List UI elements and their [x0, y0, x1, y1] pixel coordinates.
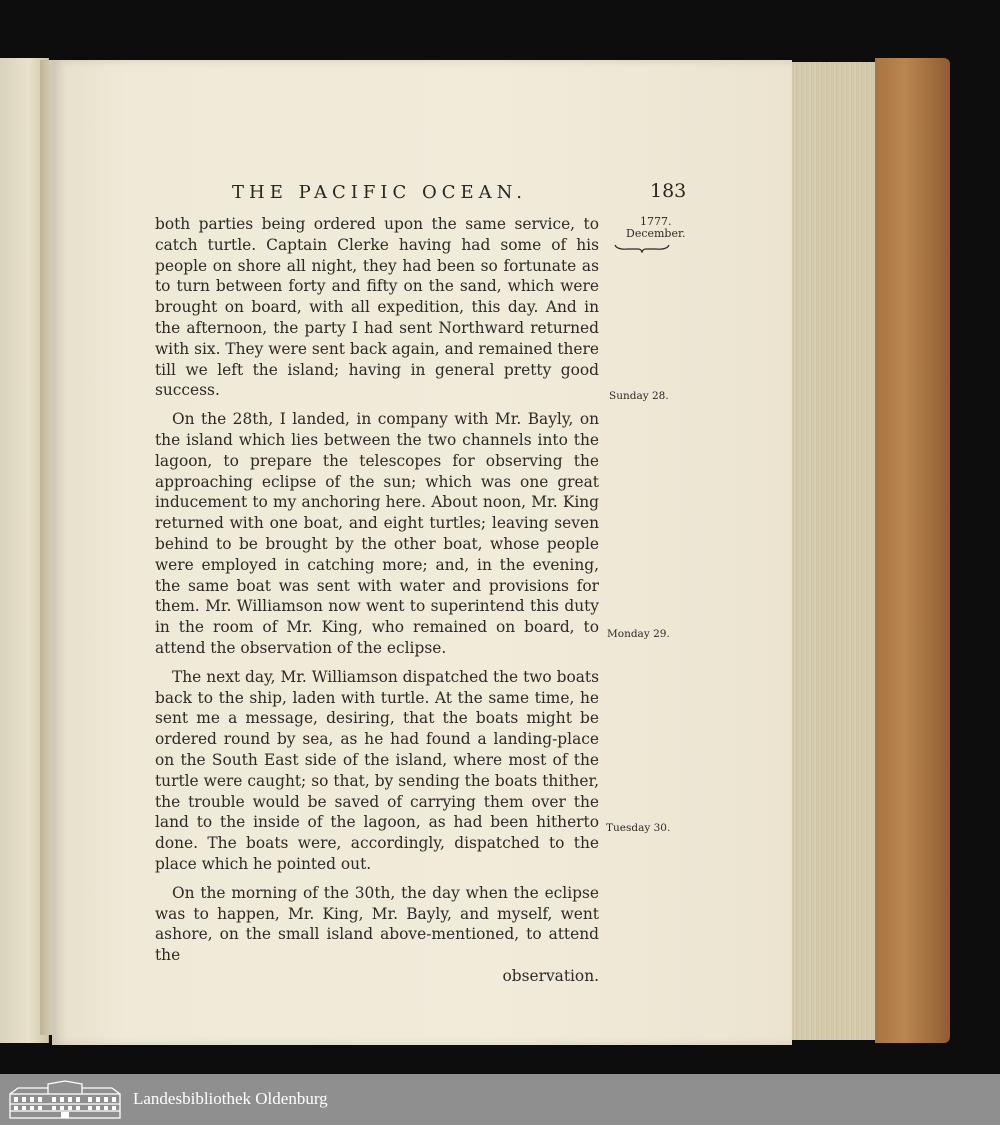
library-building-logo-icon: [8, 1080, 122, 1120]
paragraph: On the 28th, I landed, in company with Mr. Bayly, on the island which lies between the two channels into the lagoon, to prepare the telescopes for observing the approaching eclipse of the sun; which was one great inducement to my anchoring here. About noon, Mr. King returned with one boat, and eight turtles; leaving seven behind to be brought by the other boat, whose people were employed in catching more; and, in the evening, the same boat was sent with water and provisions for them. Mr. Williamson now went to superintend this duty in the room of Mr. King, who remained on board, to attend the observation of the eclipse.: [155, 410, 599, 657]
page-fore-edge: [792, 62, 878, 1040]
catchword: observation.: [502, 966, 599, 985]
library-name: Landesbibliothek Oldenburg: [133, 1089, 328, 1108]
page-number: 183: [650, 180, 687, 202]
paragraph: On the morning of the 30th, the day when the eclipse was to happen, Mr. King, Mr. Bayly, and myself, went ashore, on the small island above-mentioned, to attend the: [155, 883, 599, 965]
footer-bar: [0, 1074, 1000, 1125]
page-body: [155, 214, 599, 987]
brace-icon: [614, 243, 670, 253]
paragraph: both parties being ordered upon the same service, to catch turtle. Captain Clerke having had some of his people on shore all night, they had been so fortunate as to turn between forty and fifty on the sand, which were brought on board, with all expedition, this day. And in the afternoon, the party I had sent Northward returned with six. They were sent back again, and remained there till we left the island; having in general pretty good success.: [155, 215, 599, 400]
running-head: THE PACIFIC OCEAN.: [232, 182, 527, 203]
margin-note-sunday: Sunday 28.: [609, 390, 669, 402]
margin-note-tuesday: Tuesday 30.: [606, 822, 671, 834]
margin-year: 1777.: [640, 215, 672, 228]
book-cover-edge: [875, 58, 950, 1043]
margin-note-monday: Monday 29.: [607, 628, 670, 640]
paragraph: The next day, Mr. Williamson dispatched the two boats back to the ship, laden with turtle. At the same time, he sent me a message, desiring, that the boats might be ordered round by sea, as he had found a landing-place on the South East side of the island, where most of the turtle were caught; so that, by sending the boats thither, the trouble would be saved of carrying them over the land to the inside of the lagoon, as had been hitherto done. The boats were, accordingly, dispatched to the place which he pointed out.: [155, 667, 599, 873]
margin-month: December.: [626, 227, 686, 240]
margin-date: [626, 216, 686, 240]
